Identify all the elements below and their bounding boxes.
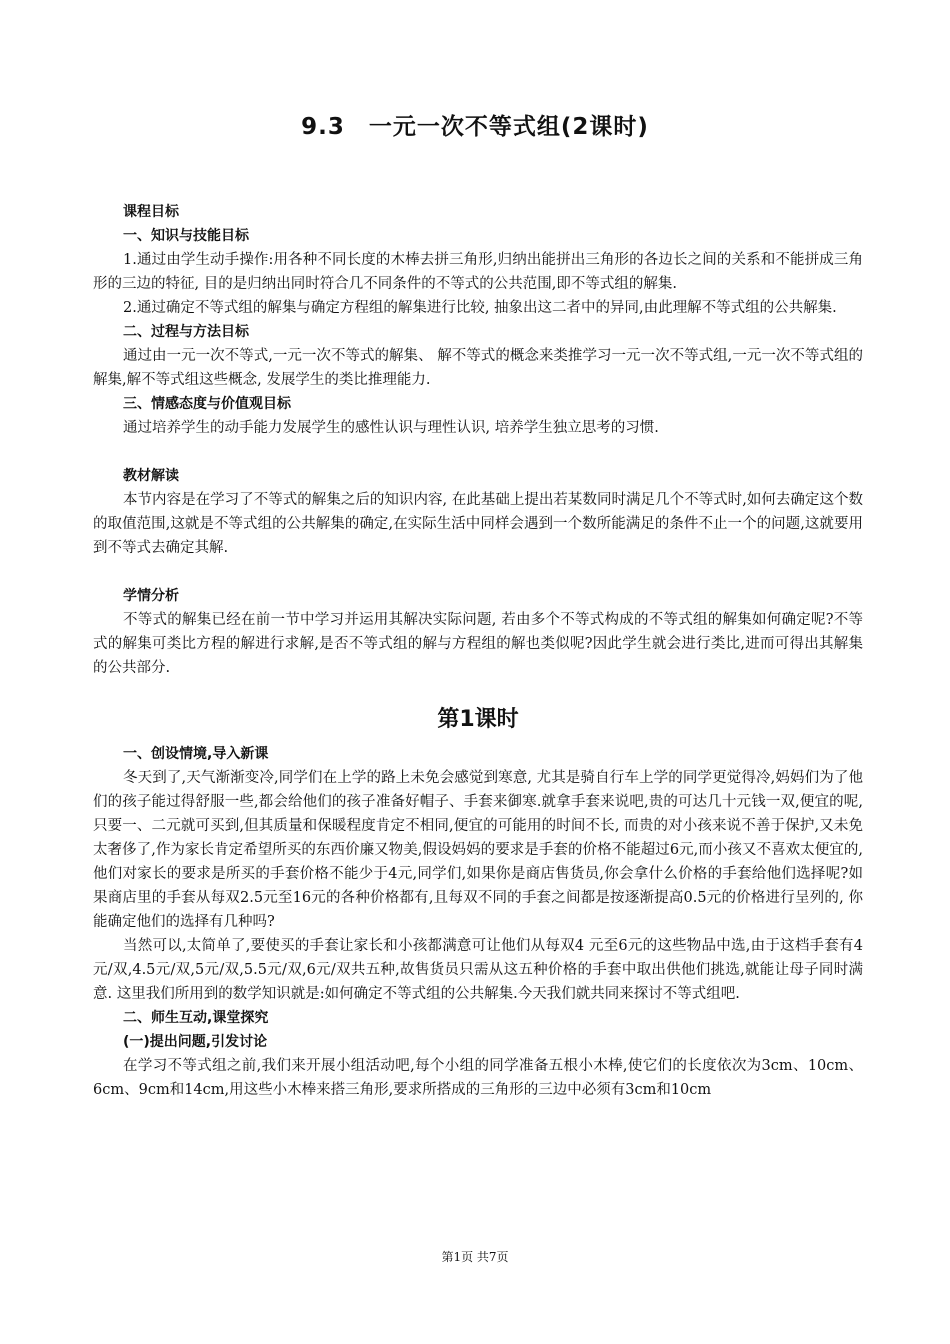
section-1-heading: 一、创设情境,导入新课 (123, 746, 269, 762)
section-1-paragraph-1: 冬天到了,天气渐渐变冷,同学们在上学的路上未免会感觉到寒意, 尤其是骑自行车上学的同学更觉得冷,妈妈们为了他们的孩子能过得舒服一些,都会给他们的孩子准备好帽子、手套来御寒.就拿手套来说吧,贵的可达几十元钱一双,便宜的呢,只要一、二元就可买到,但其质量和保暖程度肯定不相同,便宜的可能用的时间不长, 而贵的对小孩来说不善于保护,又未免太奢侈了,作为家长肯定希望所买的东西价廉又物美,假设妈妈的要求是手套的价格不能超过6元,而小孩又不喜欢太便宜的,他们对家长的要求是所买的手套价格不能少于4元,同学们,如果你是商店售货员,你会拿什么价格的手套给他们选择呢?如果商店里的手套从每双2.5元至16元的各种价格都有,且每双不同的手套之间都是按逐渐提高0.5元的价格进行呈列的, 你能确定他们的选择有几种吗? (93, 770, 863, 930)
attitude-heading: 三、情感态度与价值观目标 (123, 396, 291, 412)
page-footer: 第1页 共7页 (441, 1250, 509, 1264)
knowledge-paragraph-2: 2.通过确定不等式组的解集与确定方程组的解集进行比较, 抽象出这二者中的异同,由此理解不等式组的公共解集. (123, 300, 837, 316)
section-1-paragraph-2: 当然可以,太简单了,要使买的手套让家长和小孩都满意可让他们从每双4 元至6元的这些物品中选,由于这档手套有4元/双,4.5元/双,5元/双,5.5元/双,6元/双共五种,故售货员只需从这五种价格的手套中取出供他们挑选,就能让母子同时满意. 这里我们所用到的数学知识就是:如何确定不等式组的公共解集.今天我们就共同来探讨不等式组吧. (93, 938, 863, 1002)
section-2-heading: 二、师生互动,课堂探究 (123, 1010, 269, 1026)
objectives-heading: 课程目标 (123, 204, 179, 220)
attitude-paragraph: 通过培养学生的动手能力发展学生的感性认识与理性认识, 培养学生独立思考的习惯. (123, 420, 659, 436)
knowledge-paragraph-1: 1.通过由学生动手操作:用各种不同长度的木棒去拼三角形,归纳出能拼出三角形的各边长之间的关系和不能拼成三角形的三边的特征, 目的是归纳出同时符合几不同条件的不等式的公共范围,即不等式组的解集. (93, 252, 863, 292)
lesson-title: 第1课时 (437, 707, 519, 732)
document-title: 9.3 一元一次不等式组(2课时) (301, 114, 649, 140)
textbook-heading: 教材解读 (123, 468, 179, 484)
subsection-1-paragraph: 在学习不等式组之前,我们来开展小组活动吧,每个小组的同学准备五根小木棒,使它们的长度依次为3cm、10cm、6cm、9cm和14cm,用这些小木棒来搭三角形,要求所搭成的三角形的三边中必须有3cm和10cm (93, 1058, 863, 1098)
document-body (93, 200, 863, 1102)
knowledge-heading: 一、知识与技能目标 (123, 228, 249, 244)
process-paragraph: 通过由一元一次不等式,一元一次不等式的解集、 解不等式的概念来类推学习一元一次不等式组,一元一次不等式组的解集,解不等式组这些概念, 发展学生的类比推理能力. (93, 348, 863, 388)
analysis-paragraph: 不等式的解集已经在前一节中学习并运用其解决实际问题, 若由多个不等式构成的不等式组的解集如何确定呢?不等式的解集可类比方程的解进行求解,是否不等式组的解与方程组的解也类似呢?因此学生就会进行类比,进而可得出其解集的公共部分. (93, 612, 863, 676)
subsection-1-heading: (一)提出问题,引发讨论 (123, 1034, 268, 1050)
textbook-paragraph: 本节内容是在学习了不等式的解集之后的知识内容, 在此基础上提出若某数同时满足几个不等式时,如何去确定这个数的取值范围,这就是不等式组的公共解集的确定,在实际生活中同样会遇到一个数所能满足的条件不止一个的问题,这就要用到不等式去确定其解. (93, 492, 863, 556)
process-heading: 二、过程与方法目标 (123, 324, 249, 340)
analysis-heading: 学情分析 (123, 588, 179, 604)
